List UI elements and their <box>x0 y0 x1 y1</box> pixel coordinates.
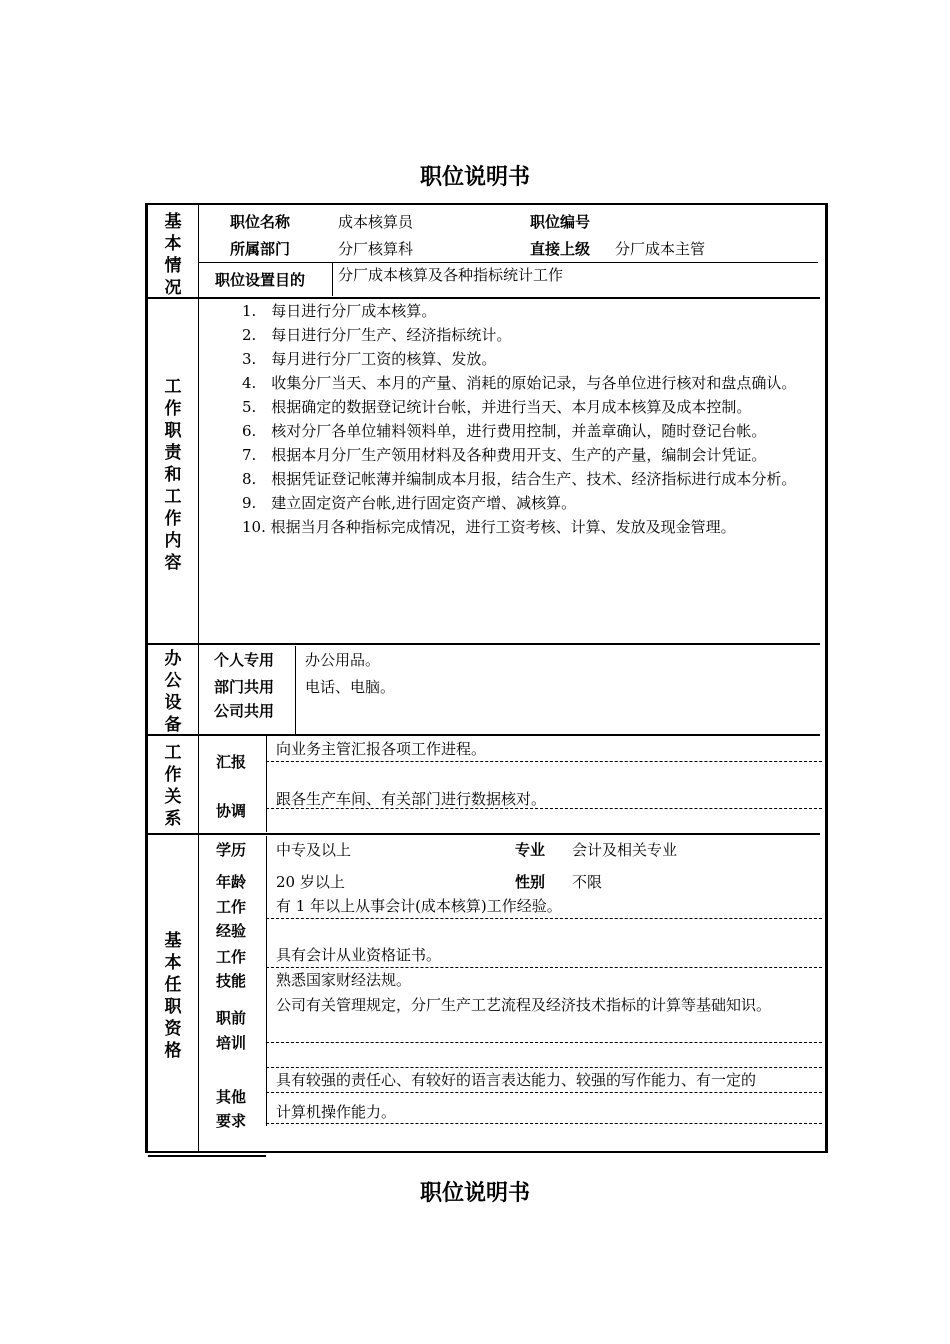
coordinate-label: 协调 <box>216 802 247 820</box>
department-value: 分厂核算科 <box>338 240 414 258</box>
age-value: 20 岁以上 <box>276 873 345 891</box>
basic-purpose-divider <box>332 262 333 296</box>
department-equipment-value: 电话、电脑。 <box>305 678 396 696</box>
other-requirements-label: 要求 <box>216 1112 247 1130</box>
equipment-divider <box>295 646 296 736</box>
supervisor-value: 分厂成本主管 <box>615 240 706 258</box>
report-dash <box>266 761 822 762</box>
duty-item: 2. 每日进行分厂生产、经济指标统计。 <box>242 326 512 344</box>
next-page-title: 职位说明书 <box>419 1181 530 1206</box>
relations-section-bottom <box>148 833 820 835</box>
training-value-2: 公司有关管理规定，分厂生产工艺流程及经济技术指标的计算等基础知识。 <box>276 996 772 1014</box>
training-label: 培训 <box>216 1034 247 1052</box>
report-label: 汇报 <box>216 753 247 771</box>
position-code-label: 职位编号 <box>530 213 591 231</box>
personal-equipment-value: 办公用品。 <box>305 651 381 669</box>
duties-list <box>208 299 818 539</box>
duty-item: 1. 每日进行分厂成本核算。 <box>242 302 437 320</box>
other-dash-1 <box>266 1092 822 1093</box>
section-equipment: 办公设备 <box>164 649 182 735</box>
exp-dash <box>266 918 822 919</box>
skill-value: 具有会计从业资格证书。 <box>276 946 442 964</box>
duty-item: 3. 每月进行分厂工资的核算、发放。 <box>242 350 497 368</box>
duty-item: 9. 建立固定资产台帐,进行固定资产增、减核算。 <box>242 494 577 512</box>
duties-section-bottom <box>148 643 820 645</box>
gender-value: 不限 <box>572 873 603 891</box>
relations-divider <box>266 736 267 832</box>
skill-label: 技能 <box>216 972 247 990</box>
company-equipment-label: 公司共用 <box>214 702 275 720</box>
training-value-1: 熟悉国家财经法规。 <box>276 971 412 989</box>
section-relations: 工作关系 <box>164 743 182 829</box>
skill-dash <box>266 967 822 968</box>
position-name-label: 职位名称 <box>230 213 291 231</box>
department-label: 所属部门 <box>230 240 291 258</box>
duty-item: 5. 根据确定的数据登记统计台帐，并进行当天、本月成本核算及成本控制。 <box>242 398 752 416</box>
training-dash-2 <box>266 1067 822 1068</box>
duty-item: 4. 收集分厂当天、本月的产量、消耗的原始记录，与各单位进行核对和盘点确认。 <box>242 374 797 392</box>
coordinate-value: 跟各生产车间、有关部门进行数据核对。 <box>276 790 547 808</box>
section-qualifications: 基本任职资格 <box>164 931 182 1061</box>
duty-item: 7. 根据本月分厂生产领用材料及各种费用开支、生产的产量，编制会计凭证。 <box>242 446 767 464</box>
experience-label: 经验 <box>216 922 247 940</box>
training-dash-1 <box>266 1042 822 1043</box>
experience-label: 工作 <box>216 898 247 916</box>
other-dash-2 <box>266 1123 822 1124</box>
age-label: 年龄 <box>216 873 247 891</box>
section-column-divider <box>198 205 199 1153</box>
duty-item: 8. 根据凭证登记帐薄并编制成本月报，结合生产、技术、经济指标进行成本分析。 <box>242 470 797 488</box>
experience-value: 有 1 年以上从事会计(成本核算)工作经验。 <box>276 897 562 915</box>
department-equipment-label: 部门共用 <box>214 678 275 696</box>
table-bottom <box>148 1151 828 1153</box>
duty-item: 10. 根据当月各种指标完成情况，进行工资考核、计算、发放及现金管理。 <box>242 518 736 536</box>
section-basic-info: 基本情况 <box>164 212 182 298</box>
training-label: 职前 <box>216 1009 247 1027</box>
education-value: 中专及以上 <box>276 841 352 859</box>
supervisor-label: 直接上级 <box>530 240 591 258</box>
duty-item: 6. 核对分厂各单位辅料领料单，进行费用控制，并盖章确认，随时登记台帐。 <box>242 422 767 440</box>
other-requirements-value-2: 计算机操作能力。 <box>276 1103 397 1121</box>
purpose-label: 职位设置目的 <box>215 271 306 289</box>
position-name-value: 成本核算员 <box>338 213 414 231</box>
other-requirements-value-1: 具有较强的责任心、有较好的语言表达能力、较强的写作能力、有一定的 <box>276 1071 757 1089</box>
personal-equipment-label: 个人专用 <box>214 651 275 669</box>
table-bottom-extra <box>148 1155 266 1157</box>
other-requirements-label: 其他 <box>216 1088 247 1106</box>
major-label: 专业 <box>515 841 546 859</box>
qualifications-divider <box>266 836 267 1126</box>
equipment-section-bottom <box>148 734 820 736</box>
section-duties: 工作职责和工作内容 <box>164 377 182 573</box>
basic-purpose-top <box>198 262 818 263</box>
skill-label: 工作 <box>216 948 247 966</box>
gender-label: 性别 <box>515 873 546 891</box>
major-value: 会计及相关专业 <box>572 841 678 859</box>
report-value: 向业务主管汇报各项工作进程。 <box>276 740 487 758</box>
page-title: 职位说明书 <box>419 165 530 190</box>
purpose-value: 分厂成本核算及各种指标统计工作 <box>338 266 564 284</box>
education-label: 学历 <box>216 841 247 859</box>
